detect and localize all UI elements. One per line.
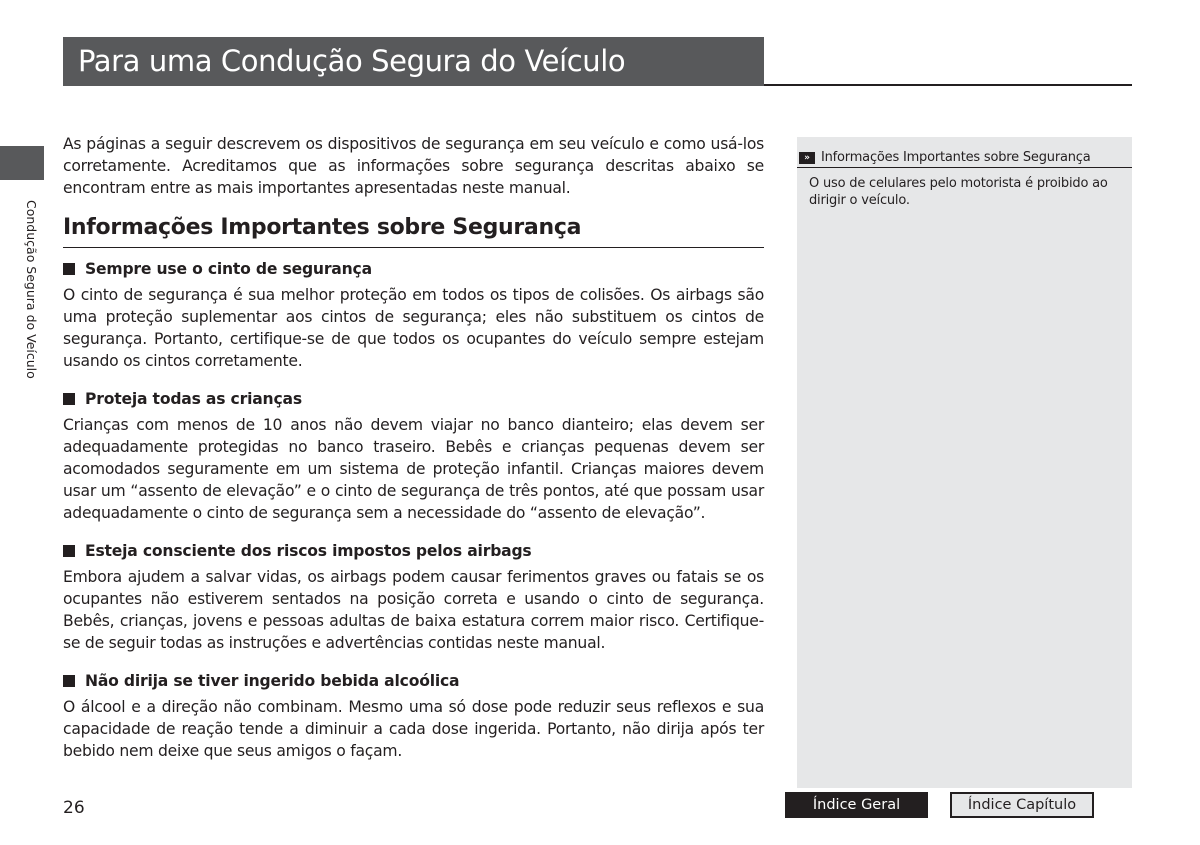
paragraph-alcohol: O álcool e a direção não combinam. Mesmo uma só dose pode reduzir seus reflexos e sua capacidade de reação tende a diminuir a cada dose ingerida. Portanto, não dirija após ter bebido nem deixe que seus amigos o façam. <box>63 698 764 760</box>
title-rule <box>764 84 1132 86</box>
section-heading: Informações Importantes sobre Segurança <box>63 213 764 248</box>
subheading-text: Sempre use o cinto de segurança <box>85 260 372 278</box>
paragraph-airbags: Embora ajudem a salvar vidas, os airbags podem causar ferimentos graves ou fatais se os ocupantes não estiverem sentados na posição correta e usando o cinto de segurança. Bebês, crianças, jovens e pessoas adultas de baixa estatura correm maior risco. Certifique-se de seguir todas as instruções e advertências contidas neste manual. <box>63 568 764 652</box>
sidebar-notes <box>797 137 1132 788</box>
square-bullet-icon <box>63 675 75 687</box>
sidebar-title: Informações Importantes sobre Segurança <box>821 149 1091 165</box>
square-bullet-icon <box>63 393 75 405</box>
sidebar-heading <box>797 148 1132 168</box>
sidebar-text: O uso de celulares pelo motorista é proibido ao dirigir o veículo. <box>809 176 1108 208</box>
paragraph-children: Crianças com menos de 10 anos não devem viajar no banco dianteiro; elas devem ser adequadamente protegidas no banco traseiro. Bebês e crianças pequenas devem ser acomodados seguramente em um sistema de proteção infantil. Crianças maiores devem usar um “assento de elevação” e o cinto de segurança de três pontos, até que possam usar adequadamente o cinto de segurança sem a necessidade do “assento de elevação”. <box>63 416 764 522</box>
intro-paragraph: As páginas a seguir descrevem os dispositivos de segurança em seu veículo e como usá-los corretamente. Acreditamos que as informações sobre segurança descritas abaixo se encontram entre as mais importantes apresentadas neste manual. <box>63 135 764 197</box>
subheading-seatbelt <box>63 258 764 280</box>
chapter-tab <box>0 146 44 180</box>
subheading-text: Proteja todas as crianças <box>85 390 302 408</box>
main-content <box>63 133 764 762</box>
subheading-text: Não dirija se tiver ingerido bebida alcoólica <box>85 672 460 690</box>
page-title: Para uma Condução Segura do Veículo <box>63 37 764 86</box>
paragraph-seatbelt: O cinto de segurança é sua melhor proteção em todos os tipos de colisões. Os airbags são uma proteção suplementar aos cintos de segurança; eles não substituem os cintos de segurança. Portanto, certifique-se de que todos os ocupantes do veículo sempre estejam usando os cintos corretamente. <box>63 286 764 370</box>
chapter-side-label: Condução Segura do Veículo <box>24 200 39 379</box>
square-bullet-icon <box>63 263 75 275</box>
double-chevron-icon: » <box>799 152 815 164</box>
index-chapter-button[interactable]: Índice Capítulo <box>950 792 1094 818</box>
subheading-airbags <box>63 540 764 562</box>
square-bullet-icon <box>63 545 75 557</box>
subheading-text: Esteja consciente dos riscos impostos pelos airbags <box>85 542 532 560</box>
subheading-children <box>63 388 764 410</box>
index-general-button[interactable]: Índice Geral <box>785 792 928 818</box>
subheading-alcohol <box>63 670 764 692</box>
page-number: 26 <box>63 798 85 818</box>
